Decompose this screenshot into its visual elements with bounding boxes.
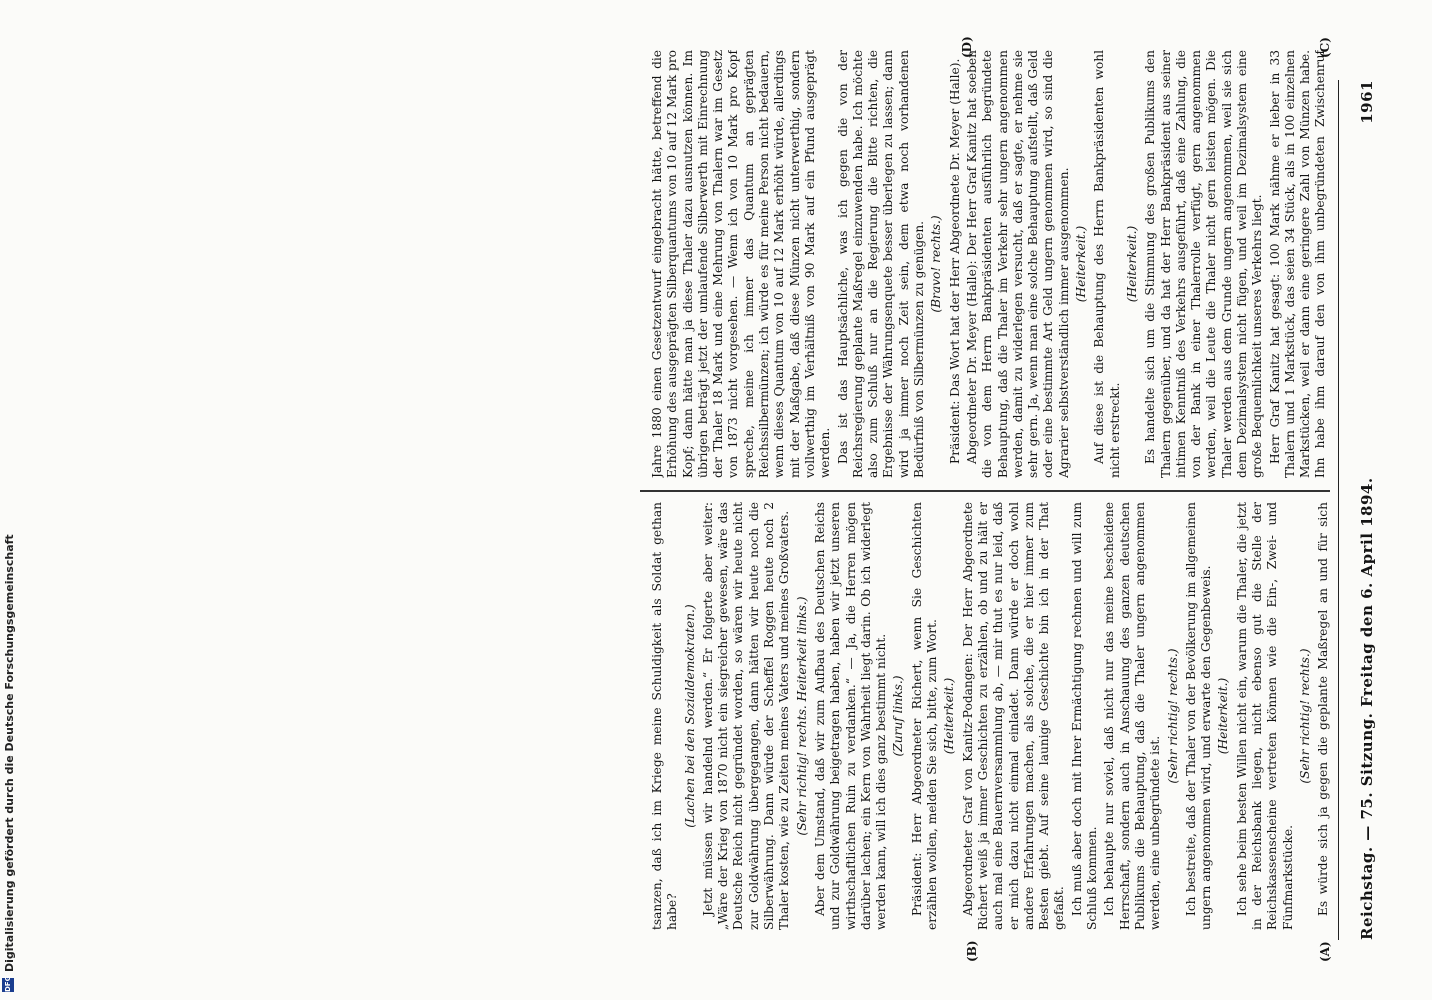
interjection: (Sehr richtig! rechts.)	[1297, 648, 1312, 784]
footer-text: Digitalisierung gefördert durch die Deutsche Forschungsgemeinschaft	[3, 534, 16, 972]
header-title: Reichstag. — 75. Sitzung. Freitag den 6. April 1894.	[1358, 477, 1376, 940]
margin-mark-a: (A)	[1318, 941, 1332, 962]
header-rule	[1338, 80, 1339, 940]
paragraph: Es würde sich ja gegen die geplante Maßregel an und für sich	[1316, 502, 1330, 916]
paragraph: Jahre 1880 einen Gesetzentwurf eingebracht hätte, betreffend die Erhöhung des ausgeprägten Silberquantums von 10 auf 12 Mark pro Kopf; dann hätte man ja diese Thaler dazu ausnutzen können. Im übrigen beträgt jetzt der umlaufende Silberwerth mit Einrechnung der Thaler 18 Mark und eine Mehrung von Thalern war im Gesetz von 1873 nicht vorgesehen. — Wenn ich von 10 Mark pro Kopf spreche, meine ich immer das Quantum an geprägten Reichssilbermünzen; ich würde es für meine Person nicht bedauern, wenn dieses Quantum von 10 auf 12 Mark erhöht würde, allerdings mit der Maßgabe, daß diese Münzen nicht unterwerthig, sondern vollwerthig im Verhältniß von 90 Mark auf ein Pfund ausgeprägt werden.	[650, 50, 833, 478]
interjection: (Lachen bei den Sozialdemokraten.)	[682, 604, 697, 828]
interjection: (Heiterkeit.)	[1074, 225, 1089, 303]
paragraph: Auf diese ist die Behauptung des Herrn Bankpräsidenten wohl nicht erstreckt.	[1092, 50, 1122, 478]
interjection: (Sehr richtig! rechts. Heiterkeit links.)	[794, 596, 809, 836]
page-header	[1350, 80, 1390, 940]
paragraph: tsanzen, daß ich im Kriege meine Schuldigkeit als Soldat gethan habe?	[650, 502, 680, 930]
speaker-paragraph: Präsident: Herr Abgeordneter Richert, wenn Sie Geschichten erzählen wollen, melden Sie sich, bitte, zum Wort.	[909, 502, 940, 930]
paragraph: Ich behaupte nur soviel, daß nicht nur das meine bescheidene Herrschaft, sondern auch in Anschauung des ganzen deutschen Publikums die Behauptung, daß die Thaler ungern angenommen werden, eine unbegründete ist.	[1102, 502, 1163, 930]
paragraph: Herr Graf Kanitz hat gesagt: 100 Mark nähme er lieber in 33 Thalern und 1 Markstück, das seien 34 Stück, als in 100 einzelnen Markstücken, weil er dann eine geringere Zahl von Münzen habe. Ihn habe ihm darauf den von ihm unbegründeten Zwischenruf	[1267, 50, 1328, 478]
interjection: (Bravo! rechts.)	[929, 215, 944, 313]
margin-mark-b: (B)	[965, 940, 979, 962]
interjection: (Heiterkeit.)	[1124, 225, 1139, 303]
interjection: (Sehr richtig! rechts.)	[1165, 648, 1180, 784]
digitization-footer	[0, 2, 20, 992]
paragraph: Ich muß aber doch mit Ihrer Ermächtigung rechnen und will zum Schluß kommen.	[1069, 502, 1100, 930]
speaker-paragraph: Abgeordneter Graf von Kanitz-Podangen: Der Herr Abgeordnete Richert weiß ja immer Geschichten zu erzählen, ob und zu hält er auch mal eine Bauernversammlung ab, — mir thut es nur leid, daß er mich dazu nicht einmal einladet. Dann würde er doch wohl andere Erfahrungen machen, als solche, die er hier immer zum Besten giebt. Auf seine launige Geschichte bin ich in der That gefaßt.	[960, 502, 1067, 930]
interjection: (Heiterkeit.)	[1216, 677, 1231, 755]
page-number: 1961	[1358, 80, 1376, 124]
paragraph: Es handelte sich um die Stimmung des großen Publikums den Thalern gegenüber, und da hat der Herr Bankpräsident aus seiner intimen Kenntniß des Verkehrs ausgeführt, daß eine Zahlung, die von der Bank in einer Thalerrolle verfügt, gern angenommen werden, weil die Leute die Thaler nicht gern leisten mögen. Die Thaler werden aus dem Grunde ungern angenommen, weil sie sich dem Dezimalsystem nicht fügen, und weil im Dezimalsystem eine große Bequemlichkeit unseres Verkehrs liegt.	[1143, 50, 1265, 478]
right-column	[650, 50, 1330, 478]
margin-mark-c: (C)	[1318, 37, 1332, 58]
left-column	[650, 502, 1330, 930]
paragraph: Ich bestreite, daß der Thaler von der Bevölkerung im allgemeinen ungern angenommen wird, und erwarte den Gegenbeweis.	[1183, 502, 1214, 930]
paragraph: Jetzt müssen wir handelnd werden.“ Er folgerte aber weiter: „Wäre der Krieg von 1870 nicht ein siegreicher gewesen, wäre das Deutsche Reich nicht gegründet worden, so wären wir heute nicht zur Goldwährung übergegangen, dann hätten wir heute noch die Silberwährung. Dann würde der Scheffel Roggen heute noch 2 Thaler kosten, wie zu Zeiten meines Vaters und meines Großvaters.	[700, 502, 792, 930]
speaker-paragraph: Präsident: Das Wort hat der Herr Abgeordnete Dr. Meyer (Halle).	[947, 58, 962, 464]
interjection: (Zuruf links.)	[891, 675, 906, 757]
margin-mark-d: (D)	[960, 36, 974, 58]
speaker-paragraph: Abgeordneter Dr. Meyer (Halle): Der Herr Graf Kanitz hat soeben die von dem Herrn Bankpräsidenten ausführlich begründete Behauptung, daß die Thaler im Verkehr sehr ungern angenommen werden, damit zu widerlegen versucht, daß er sagte, er nehme sie sehr gern. Ja, wenn man eine solche Behauptung aufstellt, daß Geld oder eine bestimmte Art Geld ungern genommen wird, so sind die Agrarier selbstverständlich immer ausgenommen.	[964, 50, 1071, 478]
interjection: (Heiterkeit.)	[942, 677, 957, 755]
paragraph: Das ist das Hauptsächliche, was ich gegen die von der Reichsregierung geplante Maßregel einzuwenden habe. Ich möchte also zum Schluß nur an die Regierung die Bitte richten, die Ergebnisse der Währungsenquete besser überlegen zu lassen; dann wird ja immer noch Zeit sein, dem etwa noch vorhandenen Bedürfniß von Silbermünzen zu genügen.	[835, 50, 927, 478]
paragraph: Ich sehe beim besten Willen nicht ein, warum die Thaler, die jetzt in der Reichsbank liegen, nicht ebenso gut die Stelle der Reichskassenscheine vertreten können wie die Ein-, Zwei- und Fünfmarkstücke.	[1234, 502, 1295, 930]
dfg-logo-icon: DFG	[4, 975, 12, 992]
column-divider	[640, 491, 1330, 493]
paragraph: Aber dem Umstand, daß wir zum Aufbau des Deutschen Reichs und zur Goldwährung beigetragen haben, haben wir jetzt unseren wirthschaftlichen Ruin zu verdanken.“ — Ja, die Herren mögen darüber lachen; ein Kern von Wahrheit liegt darin. Ob ich widerlegt werden kann, will ich dies ganz bestimmt nicht.	[812, 502, 889, 930]
